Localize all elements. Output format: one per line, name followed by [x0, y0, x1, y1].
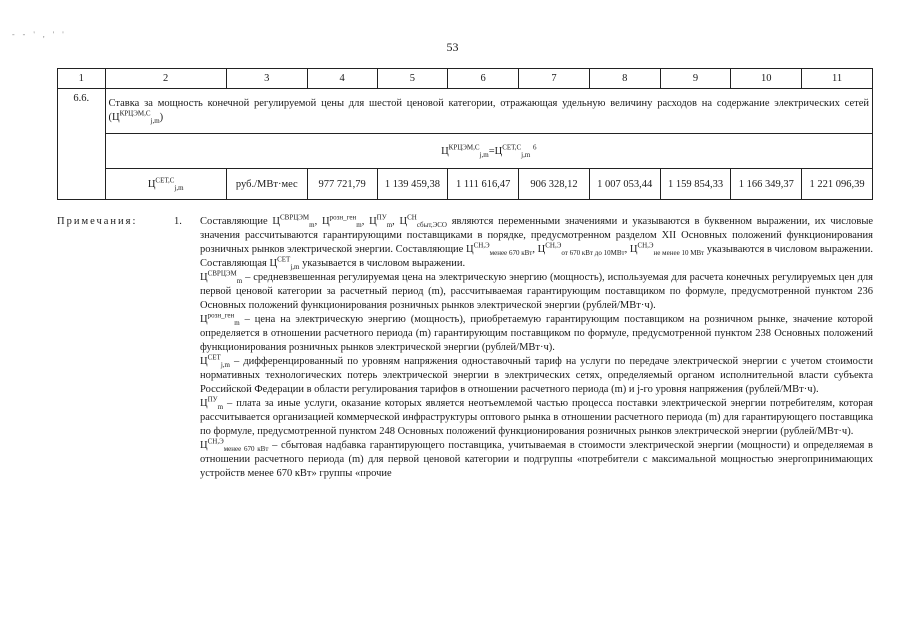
value-cell: 1 139 459,38 [377, 169, 448, 200]
page-number: 53 [446, 40, 459, 54]
note-paragraph: $Ц^{СЕТ}_{j,m}$ – дифференцированный по уровням напряжения одноставочный тариф на услуги по передаче электрической энергии с учетом стоимости нормативных технологических потерь электрической энергии в электрических сетях, определяемый органом исполнительной власти субъекта Российской Федерации в области регулирования тарифов в отношении расчетного периода (m) и j-го уровня напряжения (рублей/МВт·ч). [200, 353, 873, 395]
value-cell: 1 007 053,44 [589, 169, 660, 200]
unit-cell: руб./МВт·мес [226, 169, 307, 200]
table-header-row [58, 69, 873, 89]
header-cell: 6 [448, 69, 519, 89]
scan-artifact: - - ' , ' ' [12, 30, 67, 39]
value-cell: 906 328,12 [519, 169, 590, 200]
value-cell: 1 111 616,47 [448, 169, 519, 200]
note-paragraph: Составляющие $Ц^{СВРЦЭМ}_m$, $Ц^{розн\_ген}_m$, $Ц^{ПУ}_m$, $Ц^{СН}_{сбыт,ЭСО}$ являются переменными значениями и указываются в буквенном выражении, их числовые значения рассчитываются гарантирующими поставщиками в порядке, предусмотренном разделом XII Основных положений функционирования розничных рынков электрической энергии. Составляющие $Ц^{СН,Э}_{менее 670 кВт}$, $Ц^{СН,Э}_{от 670 кВт до 10МВт}$, $Ц^{СН,Э}_{не менее 10 МВт}$ указываются в числовом выражении. Составляющая $Ц^{СЕТ}_{j,m}$ указывается в числовом выражении. [200, 213, 874, 272]
header-cell: 8 [589, 69, 660, 89]
value-cell: 977 721,79 [307, 169, 377, 200]
note-paragraph: $Ц^{СВРЦЭМ}_m$ – средневзвешенная регулируемая цена на электрическую энергию (мощность), используемая для расчета конечных регулируемых цен для первой ценовой категории за расчетный период (m), рассчитываемая гарантирующим поставщиком по формуле, предусмотренной пунктом 236 Основных положений функционирования розничных рынков электрической энергии (рублей/МВт·ч). [200, 269, 873, 311]
header-cell: 7 [519, 69, 590, 89]
header-cell: 9 [660, 69, 731, 89]
notes-label: Примечания: [57, 216, 138, 227]
header-cell: 1 [58, 69, 106, 89]
value-cell: 1 166 349,37 [731, 169, 802, 200]
value-symbol: $Ц^{СЕТ,С}_{j,m}$ [105, 169, 226, 200]
value-cell: 1 159 854,33 [660, 169, 731, 200]
header-cell: 11 [802, 69, 873, 89]
formula-row [58, 134, 873, 169]
header-cell: 4 [307, 69, 377, 89]
note-paragraph: $Ц^{СН,Э}_{менее 670 кВт}$ – сбытовая надбавка гарантирующего поставщика, учитываемая в стоимости электрической энергии (мощности) и определяемая в отношении расчетного периода (m) для первой ценовой категории и подгруппы «потребители с максимальной мощностью энергопринимающих устройств менее 670 кВт» группы «прочие [200, 437, 873, 479]
values-row [58, 169, 873, 200]
table-row [58, 89, 873, 134]
note-paragraph: $Ц^{розн\_ген}_m$ – цена на электрическую энергию (мощность), приобретаемую гарантирующим поставщиком на розничном рынке, значение которой определяется в отношении расчетного периода (m) гарантирующим поставщиком по формуле, предусмотренной пунктом 238 Основных положений функционирования розничных рынков электрической энергии (рублей/МВт·ч). [200, 311, 873, 353]
header-cell: 2 [105, 69, 226, 89]
formula: $Ц^{КРЦЭМ,С}_{j,m}=Ц^{СЕТ,С}_{j,m}$ $^6$ [105, 134, 872, 169]
header-cell: 5 [377, 69, 448, 89]
header-cell: 10 [731, 69, 802, 89]
notes-number: 1. [174, 216, 182, 227]
value-cell: 1 221 096,39 [802, 169, 873, 200]
row-number: 6.6. [58, 89, 106, 200]
notes-body [200, 215, 873, 481]
tariff-table [57, 68, 873, 200]
row-title: Ставка за мощность конечной регулируемой цены для шестой ценовой категории, отражающая удельную величину расходов на содержание электрических сетей $(Ц^{КРЦЭМ,С}_{j,m})$ [105, 89, 872, 134]
note-paragraph: $Ц^{ПУ}_m$ – плата за иные услуги, оказание которых является неотъемлемой частью процесса поставки электрической энергии потребителям, которая рассчитывается организацией коммерческой инфраструктуры оптового рынка в отношении расчетного периода (m) для гарантирующего поставщика по формуле, предусмотренной пунктом 248 Основных положений функционирования розничных рынков электрической энергии (рублей/МВт·ч). [200, 395, 874, 437]
header-cell: 3 [226, 69, 307, 89]
